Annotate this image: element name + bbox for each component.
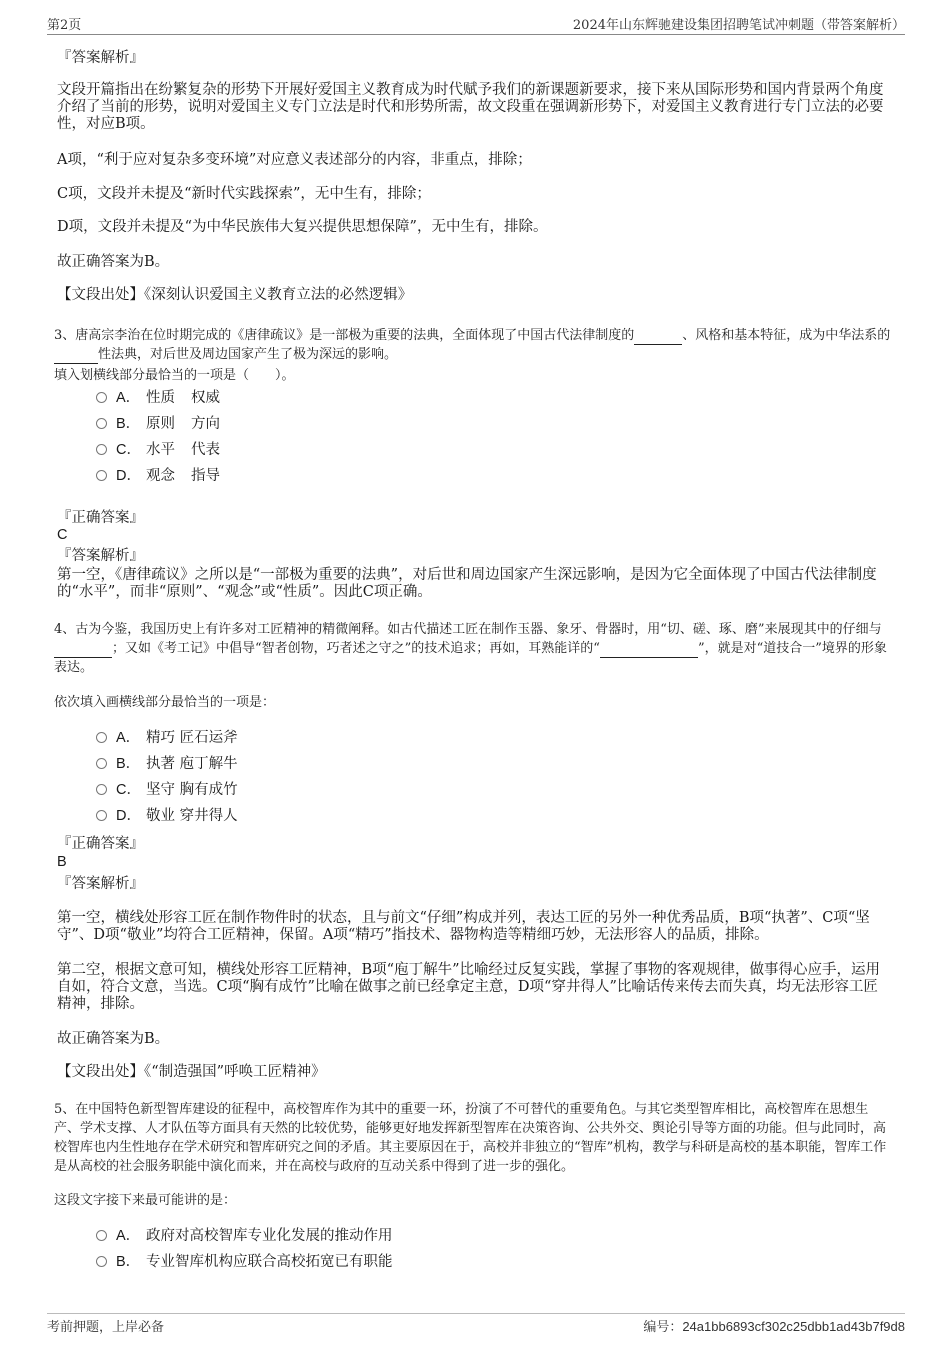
radio-icon[interactable] bbox=[96, 784, 107, 795]
q2-conclusion: 故正确答案为B。 bbox=[57, 254, 170, 270]
q2-analysis-option-a: A项，“利于应对复杂多变环境”对应意义表述部分的内容，非重点，排除； bbox=[57, 152, 532, 168]
radio-icon[interactable] bbox=[96, 758, 107, 769]
q3-option-b[interactable]: B． 原则 方向 bbox=[96, 414, 220, 434]
q3-analysis: 第一空，《唐律疏议》之所以是“一部极为重要的法典”，对后世和周边国家产生深远影响，是因为它全面体现了中国古代法律制度的“水平”，而非“原则”、“观念”或“性质”。因此C项正确。 bbox=[57, 567, 877, 600]
q4-option-c[interactable]: C． 坚守 胸有成竹 bbox=[96, 780, 238, 800]
q5-option-a[interactable]: A． 政府对高校智库专业化发展的推动作用 bbox=[96, 1226, 393, 1246]
q3-prompt: 填入划横线部分最恰当的一项是（ ）。 bbox=[54, 368, 295, 383]
q3-analysis-label: 『答案解析』 bbox=[57, 548, 144, 564]
radio-icon[interactable] bbox=[96, 392, 107, 403]
page-footer bbox=[47, 1313, 905, 1336]
page-header bbox=[47, 14, 905, 35]
q3-answer: C bbox=[57, 527, 68, 543]
blank-line bbox=[54, 349, 98, 364]
q2-source: 【文段出处】《深刻认识爱国主义教育立法的必然逻辑》 bbox=[57, 287, 413, 303]
q4-prompt: 依次填入画横线部分最恰当的一项是： bbox=[54, 695, 276, 710]
radio-icon[interactable] bbox=[96, 418, 107, 429]
q5-prompt: 这段文字接下来最可能讲的是： bbox=[54, 1193, 237, 1208]
radio-icon[interactable] bbox=[96, 1230, 107, 1241]
q2-analysis-label: 『答案解析』 bbox=[57, 50, 144, 66]
radio-icon[interactable] bbox=[96, 1256, 107, 1267]
q4-answer-label: 『正确答案』 bbox=[57, 836, 144, 852]
q5-stem: 5、在中国特色新型智库建设的征程中，高校智库作为其中的重要一环，扮演了不可替代的重要角色。与其它类型智库相比，高校智库在思想生产、学术支撑、人才队伍等方面具有天然的比较优势，能够更好地发挥新型智库在决策咨询、公共外交、舆论引导等方面的功能。但与此同时，高校智库也内生性地存在学术研究和智库研究之间的矛盾。其主要原因在于，高校并非独立的“智库”机构，教学与科研是高校的基本职能，智库工作是从高校的社会服务职能中演化而来，并在高校与政府的互动关系中得到了进一步的强化。 bbox=[54, 1102, 887, 1174]
q2-analysis-option-c: C项，文段并未提及“新时代实践探索”，无中生有，排除； bbox=[57, 186, 431, 202]
page-number: 第2页 bbox=[47, 18, 82, 33]
q3-stem: 3、唐高宗李治在位时期完成的《唐律疏议》是一部极为重要的法典，全面体现了中国古代法律制度的 、风格和基本特征，成为中华法系的性法典，对后世及周边国家产生了极为深远的影响。 bbox=[54, 328, 891, 362]
q3-option-d[interactable]: D． 观念 指导 bbox=[96, 466, 220, 486]
blank-line bbox=[600, 643, 698, 658]
q4-option-d[interactable]: D． 敬业 穿井得人 bbox=[96, 806, 238, 826]
q3-option-a[interactable]: A． 性质 权威 bbox=[96, 388, 220, 408]
document-title: 2024年山东辉驰建设集团招聘笔试冲刺题（带答案解析） bbox=[572, 18, 905, 33]
radio-icon[interactable] bbox=[96, 470, 107, 481]
radio-icon[interactable] bbox=[96, 810, 107, 821]
q3-option-c[interactable]: C． 水平 代表 bbox=[96, 440, 220, 460]
q2-analysis-option-d: D项，文段并未提及“为中华民族伟大复兴提供思想保障”，无中生有，排除。 bbox=[57, 219, 548, 235]
radio-icon[interactable] bbox=[96, 732, 107, 743]
q4-analysis-para1: 第一空，横线处形容工匠在制作物件时的状态，且与前文“仔细”构成并列，表达工匠的另外一种优秀品质，B项“执著”、C项“坚守”、D项“敬业”均符合工匠精神，保留。A项“精巧”指技术、器物构造等精细巧妙，无法形容人的品质，排除。 bbox=[57, 910, 870, 943]
blank-line bbox=[54, 643, 112, 658]
radio-icon[interactable] bbox=[96, 444, 107, 455]
q4-source: 【文段出处】《“制造强国”呼唤工匠精神》 bbox=[57, 1064, 326, 1080]
blank-line bbox=[634, 330, 682, 345]
q4-conclusion: 故正确答案为B。 bbox=[57, 1031, 170, 1047]
q2-analysis-para1: 文段开篇指出在纷繁复杂的形势下开展好爱国主义教育成为时代赋予我们的新课题新要求，接下来从国际形势和国内背景两个角度介绍了当前的形势，说明对爱国主义专门立法是时代和形势所需，故文段重在强调新形势下，对爱国主义教育进行专门立法的必要性，对应B项。 bbox=[57, 82, 884, 132]
q4-answer: B bbox=[57, 854, 67, 870]
q5-option-b[interactable]: B． 专业智库机构应联合高校拓宽已有职能 bbox=[96, 1252, 393, 1272]
footer-slogan: 考前押题，上岸必备 bbox=[47, 1320, 165, 1335]
q4-option-a[interactable]: A． 精巧 匠石运斧 bbox=[96, 728, 238, 748]
q4-option-b[interactable]: B． 执著 庖丁解牛 bbox=[96, 754, 238, 774]
document-code: 编号：24a1bb6893cf302c25dbb1ad43b7f9d8 bbox=[643, 1319, 905, 1335]
q3-answer-label: 『正确答案』 bbox=[57, 510, 144, 526]
q4-analysis-para2: 第二空，根据文意可知，横线处形容工匠精神，B项“庖丁解牛”比喻经过反复实践，掌握了事物的客观规律，做事得心应手，运用自如，符合文意，当选。C项“胸有成竹”比喻在做事之前已经拿定主意，D项“穿井得人”比喻话传来传去而失真，均无法形容工匠精神，排除。 bbox=[57, 962, 880, 1012]
q4-stem: 4、古为今鉴，我国历史上有许多对工匠精神的精微阐释。如古代描述工匠在制作玉器、象牙、骨器时，用“切、磋、琢、磨”来展现其中的仔细与；又如《考工记》中倡导“智者创物，巧者述之守之”的技术追求；再如，耳熟能详的“ ”，就是对“道技合一”境界的形象表达。 bbox=[54, 622, 887, 675]
q4-analysis-label: 『答案解析』 bbox=[57, 876, 144, 892]
